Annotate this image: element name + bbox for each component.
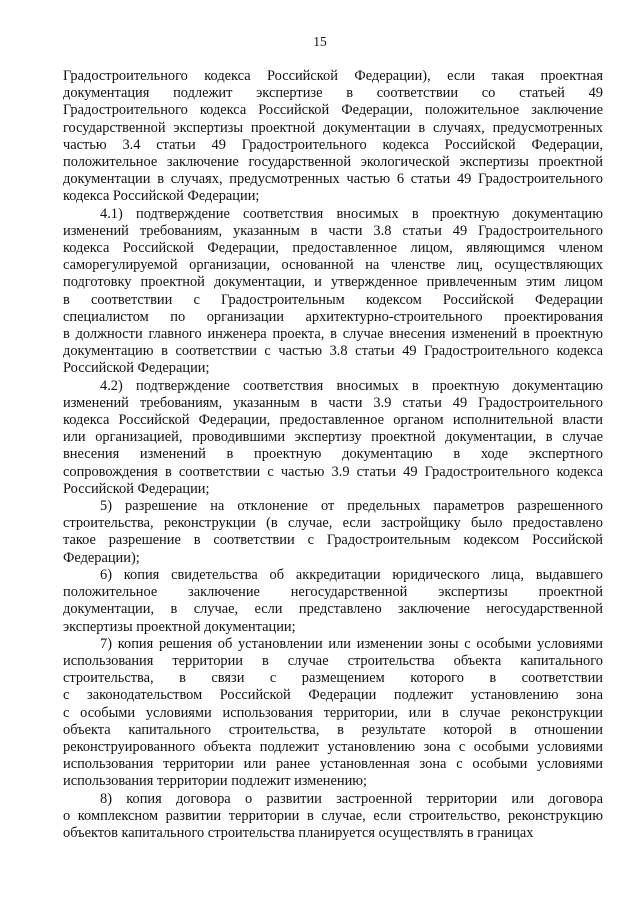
paragraph-item-4-1-line: 4.1) подтверждение соответствия вносимых в проектную документацию [100, 205, 603, 222]
paragraph-intro-line: документации в случаях, предусмотренных частью 6 статьи 49 Градостроительного [63, 171, 603, 188]
paragraph-item-4-1-line: кодекса Российской Федерации, предоставленное лицом, являющимся членом [63, 240, 603, 257]
paragraph-item-7-line: строительства, в связи с размещением которого в соответствии [63, 670, 603, 687]
paragraph-item-8-line: 8) копия договора о развитии застроенной территории или договора [100, 790, 603, 807]
paragraph-item-7-line: с особыми условиями использования территории, или в случае реконструкции [63, 704, 603, 721]
paragraph-item-4-1-line: саморегулируемой организации, основанной на членстве лиц, осуществляющих [63, 257, 603, 274]
paragraph-item-5-line: строительства, реконструкции (в случае, если застройщику было предоставлено [63, 515, 603, 532]
paragraph-item-6-line: положительное заключение негосударственной экспертизы проектной [63, 584, 603, 601]
paragraph-item-4-2-line: 4.2) подтверждение соответствия вносимых в проектную документацию [100, 377, 603, 394]
paragraph-item-7-line: с законодательством Российской Федерации подлежит установлению зона [63, 687, 603, 704]
paragraph-item-7-line: использования территории подлежит изменению; [63, 773, 368, 790]
paragraph-item-4-1-line: документацию в соответствии с частью 3.8 статьи 49 Градостроительного кодекса [63, 343, 603, 360]
paragraph-item-8-line: о комплексном развитии территории в случае, если строительство, реконструкцию [63, 807, 603, 824]
paragraph-item-4-1-line: изменений требованиям, указанным в части 3.8 статьи 49 Градостроительного [63, 222, 603, 239]
paragraph-intro-line: государственной экспертизы проектной документации в случаях, предусмотренных [63, 119, 603, 136]
paragraph-item-6-line: экспертизы проектной документации; [63, 618, 296, 635]
paragraph-item-4-2-line: Российской Федерации; [63, 480, 210, 497]
paragraph-item-4-1-line: в должности главного инженера проекта, в случае внесения изменений в проектную [63, 326, 603, 343]
paragraph-item-4-2-line: внесения изменений в проектную документацию в ходе экспертного [63, 446, 603, 463]
paragraph-item-4-2-line: изменений требованиям, указанным в части 3.9 статьи 49 Градостроительного [63, 394, 603, 411]
paragraph-item-7-line: 7) копия решения об установлении или изменении зоны с особыми условиями [100, 635, 603, 652]
paragraph-item-4-1-line: подготовку проектной документации, и утвержденное привлеченным этим лицом [63, 274, 603, 291]
paragraph-item-4-2-line: или организацией, проводившими экспертизу проектной документации, в случае [63, 429, 603, 446]
paragraph-item-5-line: Федерации); [63, 549, 140, 566]
paragraph-intro-line: положительное заключение государственной экологической экспертизы проектной [63, 154, 603, 171]
paragraph-intro-line: кодекса Российской Федерации; [63, 188, 260, 205]
paragraph-item-4-2-line: сопровождения в соответствии с частью 3.9 статьи 49 Градостроительного кодекса [63, 463, 603, 480]
document-body [63, 68, 603, 842]
paragraph-item-7-line: использования территории в случае строительства объекта капитального [63, 652, 603, 669]
paragraph-intro-line: Градостроительного кодекса Российской Федерации), если такая проектная [63, 68, 603, 84]
paragraph-item-8-line: объектов капитального строительства планируется осуществлять в границах [63, 824, 534, 841]
paragraph-item-6-line: документации, в случае, если представлено заключение негосударственной [63, 601, 603, 618]
paragraph-item-7-line: реконструированного объекта подлежит установлению зона с особыми условиями [63, 738, 603, 755]
paragraph-intro-line: частью 3.4 статьи 49 Градостроительного кодекса Российской Федерации, [63, 136, 603, 153]
paragraph-item-7-line: использования территории или ранее установленная зона с особыми условиями [63, 756, 603, 773]
paragraph-item-4-1-line: в соответствии с Градостроительным кодексом Российской Федерации [63, 291, 603, 308]
paragraph-item-7-line: объекта капитального строительства, в результате которой в отношении [63, 721, 603, 738]
page-number: 15 [313, 34, 327, 49]
paragraph-item-4-1-line: специалистом по организации архитектурно-строительного проектирования [63, 308, 603, 325]
paragraph-item-5-line: такое разрешение в соответствии с Градостроительным кодексом Российской [63, 532, 603, 549]
paragraph-item-4-1-line: Российской Федерации; [63, 360, 210, 377]
paragraph-intro-line: Градостроительного кодекса Российской Федерации, положительное заключение [63, 102, 603, 119]
paragraph-item-4-2-line: кодекса Российской Федерации, предоставленное органом исполнительной власти [63, 412, 603, 429]
paragraph-item-5-line: 5) разрешение на отклонение от предельных параметров разрешенного [100, 498, 603, 515]
paragraph-intro-line: документация подлежит экспертизе в соответствии со статьей 49 [63, 85, 603, 102]
paragraph-item-6-line: 6) копия свидетельства об аккредитации юридического лица, выдавшего [100, 566, 603, 583]
